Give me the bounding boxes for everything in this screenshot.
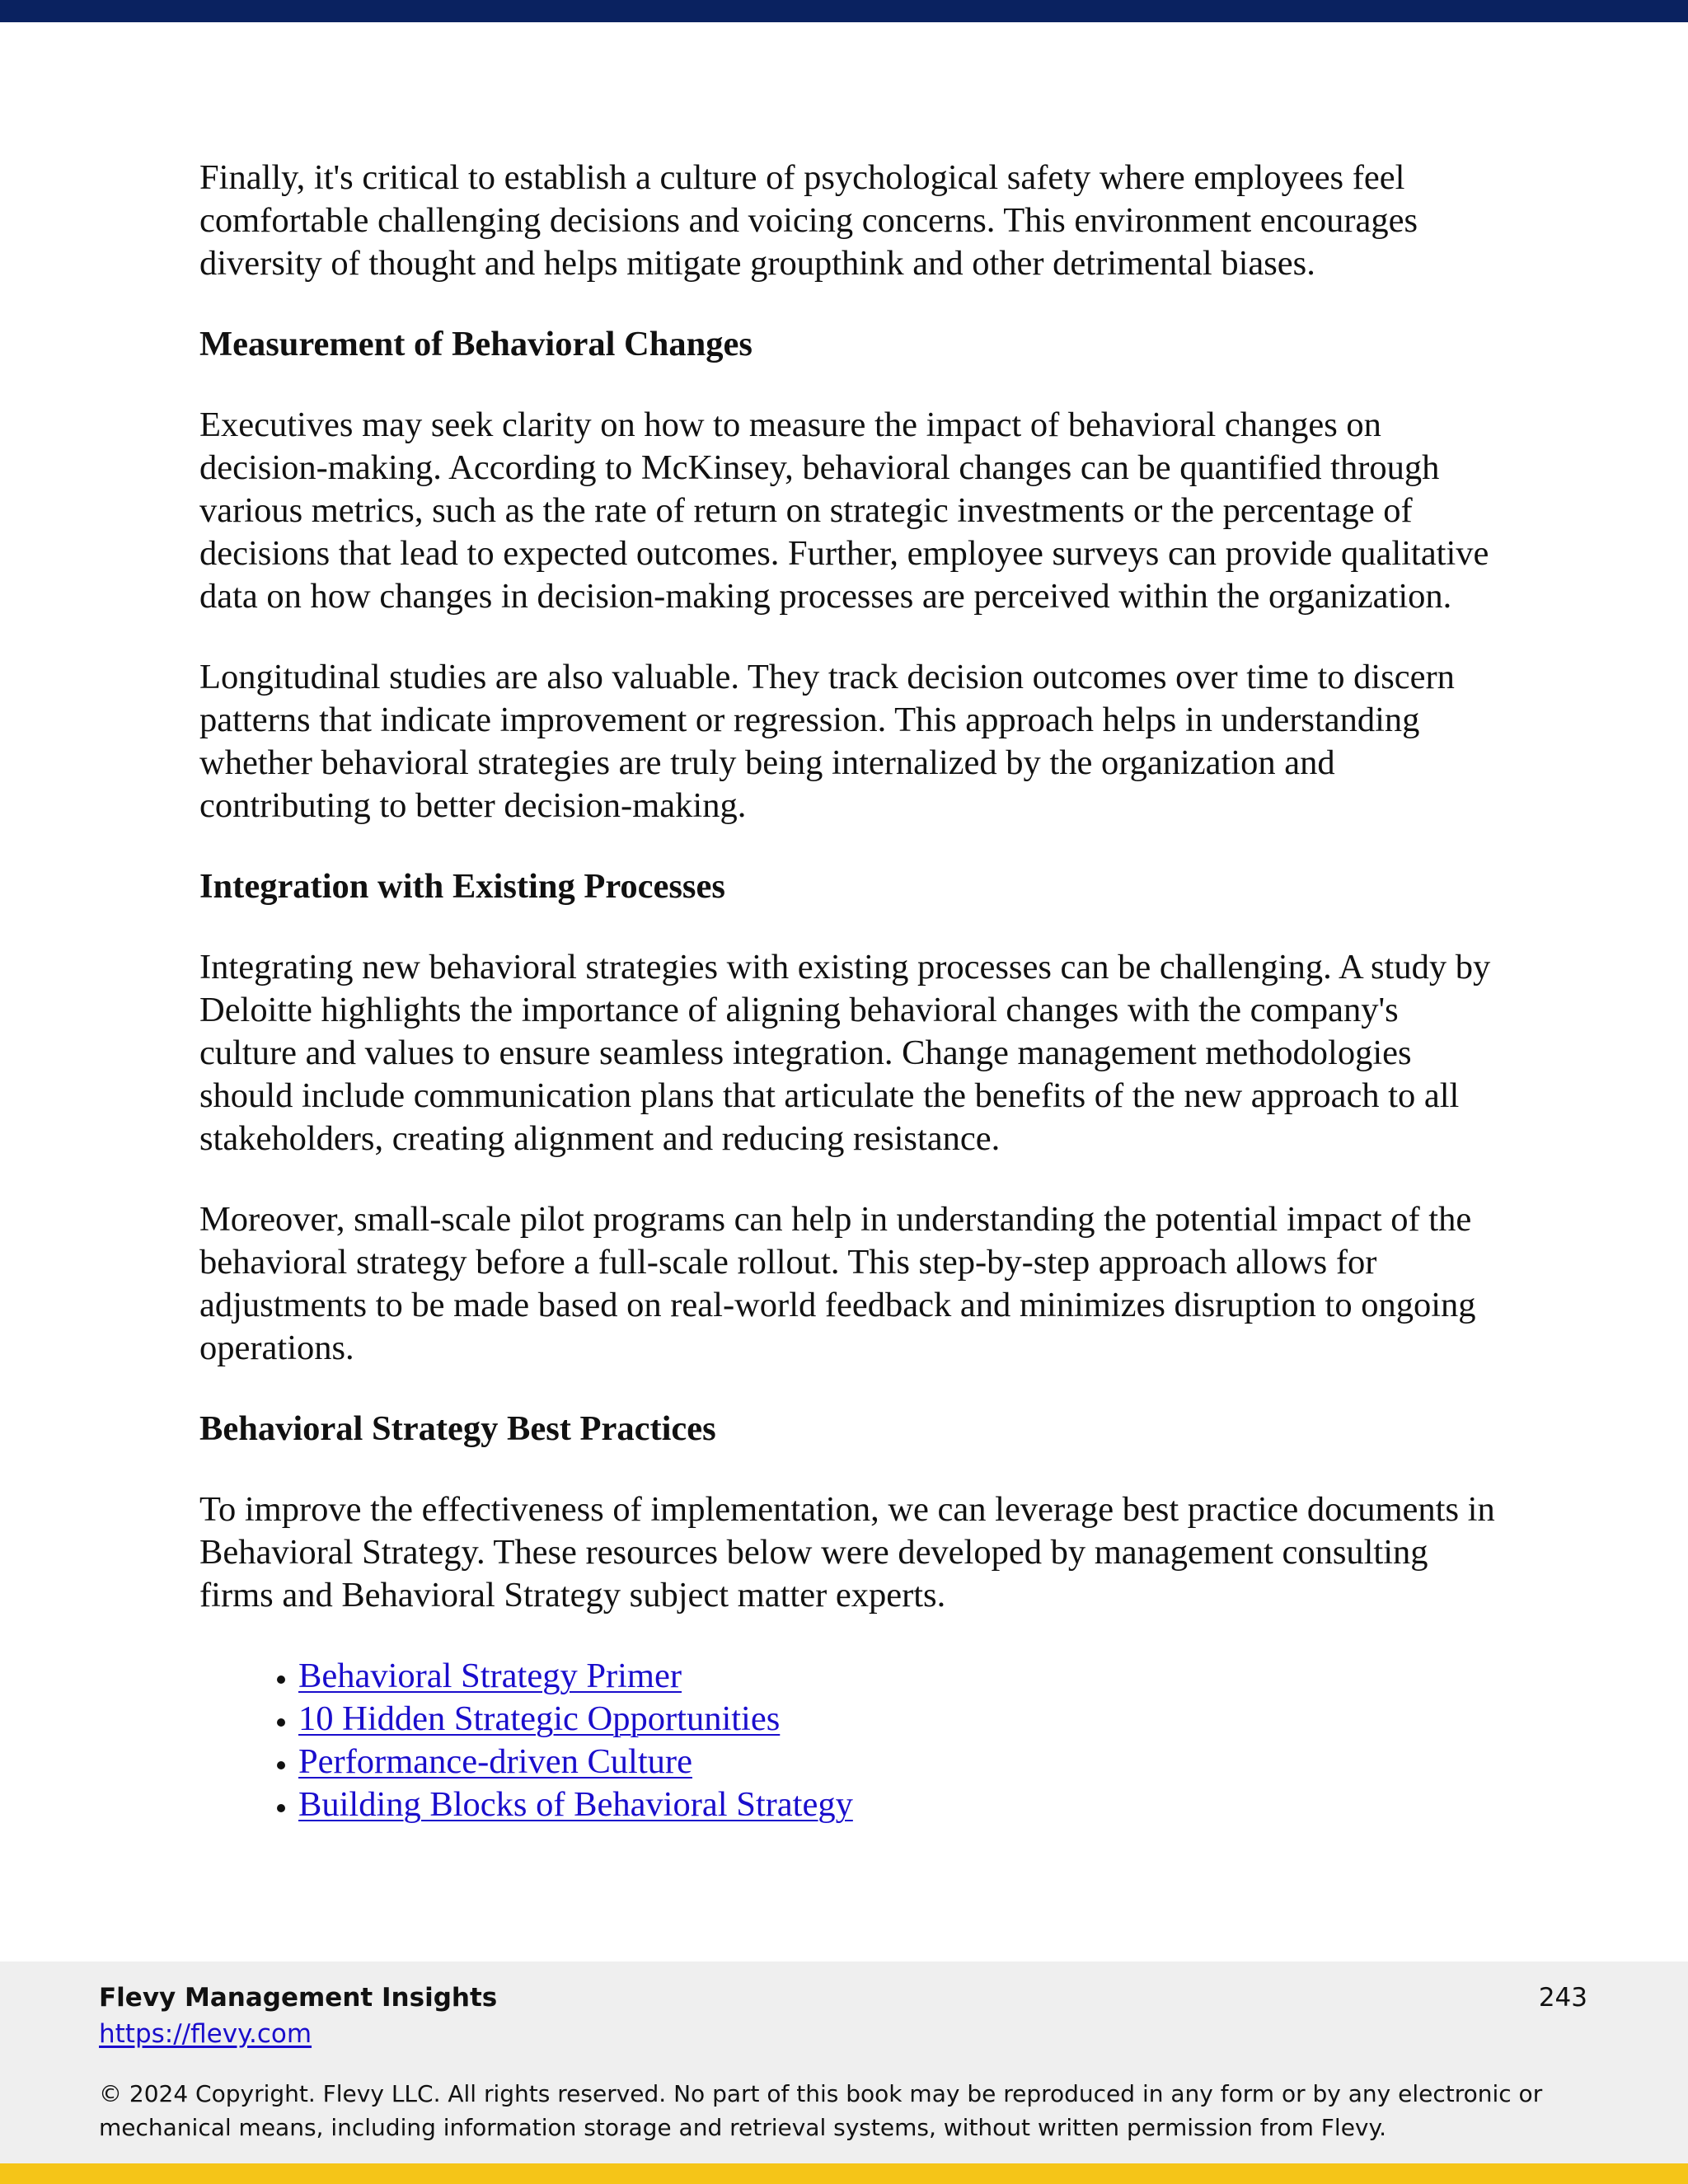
list-item (298, 1783, 1502, 1826)
link-hidden-strategic-opportunities[interactable]: 10 Hidden Strategic Opportunities (298, 1699, 781, 1738)
page-number: 243 (1538, 1983, 1587, 2013)
paragraph-psychological-safety: Finally, it's critical to establish a culture of psychological safety where employees feel comfortable challenging decisions and voicing concerns. This environment encourages diversity of thought and helps mitigate groupthink and other detrimental biases. (199, 158, 1418, 283)
list-item (298, 1741, 1502, 1783)
list-item (298, 1655, 1502, 1698)
paragraph-pilot-programs: Moreover, small-scale pilot programs can help in understanding the potential impact of the behavioral strategy before a full-scale rollout. This step-by-step approach allows for adjustments to be made based on real-world feedback and minimizes disruption to ongoing operations. (199, 1200, 1476, 1367)
paragraph-integration: Integrating new behavioral strategies with existing processes can be challenging. A study by Deloitte highlights the importance of aligning behavioral changes with the company's culture and values to ensure seamless integration. Change management methodologies should include communication plans that articulate the benefits of the new approach to all stakeholders, creating alignment and reducing resistance. (199, 948, 1491, 1158)
link-building-blocks[interactable]: Building Blocks of Behavioral Strategy (298, 1785, 853, 1824)
copyright-notice: © 2024 Copyright. Flevy LLC. All rights reserved. No part of this book may be reproduced in any form or by any electronic or mechanical means, including information storage and retrieval systems, without written permission from Flevy. (99, 2080, 1543, 2141)
list-item (298, 1698, 1502, 1741)
page-footer (0, 1961, 1688, 2163)
document-body (199, 157, 1502, 1826)
paragraph-best-practices: To improve the effectiveness of implementation, we can leverage best practice documents in Behavioral Strategy. These resources below were developed by management consulting firms and Behavioral Strategy subject matter experts. (199, 1490, 1495, 1615)
heading-integration: Integration with Existing Processes (199, 867, 725, 906)
link-behavioral-strategy-primer[interactable]: Behavioral Strategy Primer (298, 1657, 682, 1695)
footer-brand: Flevy Management Insights (99, 1983, 498, 2013)
bottom-accent-bar (0, 2163, 1688, 2184)
paragraph-measurement: Executives may seek clarity on how to measure the impact of behavioral changes on decision-making. According to McKinsey, behavioral changes can be quantified through various metrics, such as the rate of return on strategic investments or the percentage of decisions that lead to expected outcomes. Further, employee surveys can provide qualitative data on how changes in decision-making processes are perceived within the organization. (199, 405, 1489, 616)
top-accent-bar (0, 0, 1688, 22)
heading-best-practices: Behavioral Strategy Best Practices (199, 1409, 716, 1448)
paragraph-longitudinal: Longitudinal studies are also valuable. They track decision outcomes over time to discern patterns that indicate improvement or regression. This approach helps in understanding whether behavioral strategies are truly being internalized by the organization and contributing to better decision-making. (199, 658, 1455, 825)
footer-url-link[interactable]: https://flevy.com (99, 2019, 312, 2049)
link-performance-driven-culture[interactable]: Performance-driven Culture (298, 1742, 692, 1781)
heading-measurement: Measurement of Behavioral Changes (199, 325, 753, 363)
best-practice-links-list (199, 1655, 1502, 1826)
